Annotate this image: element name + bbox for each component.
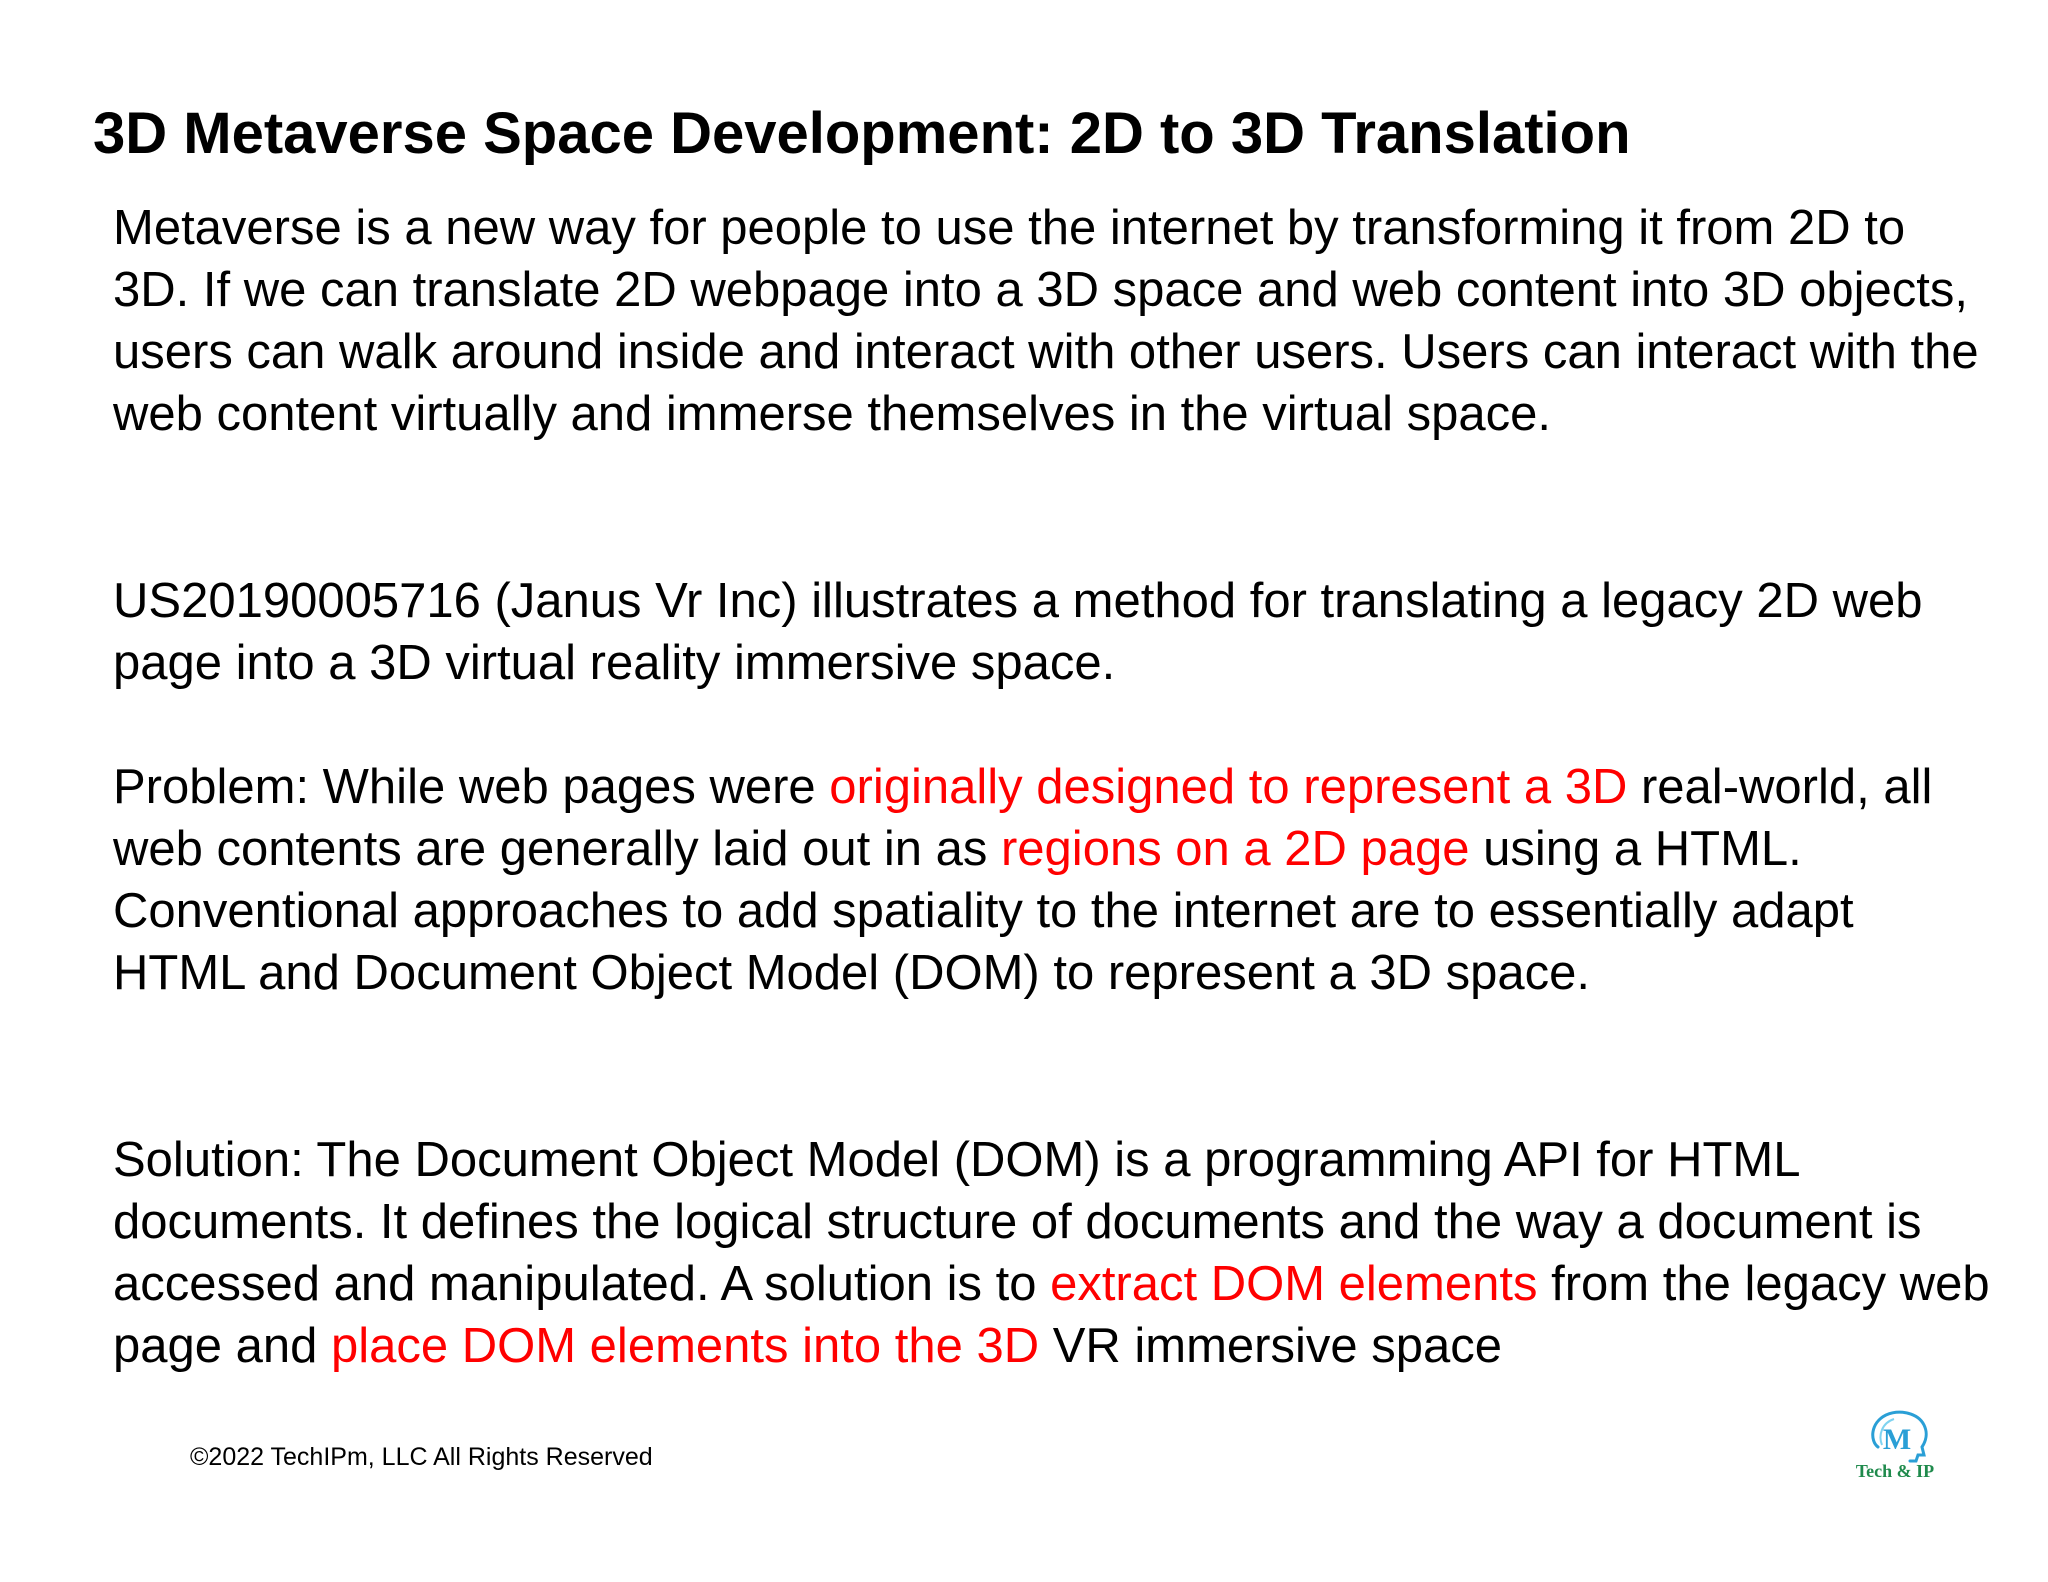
- solution-text-1: Solution: The Document Object Model (DOM) is a programming API for HTML documents. It defines the logical structure of documents and the way a document is accessed and manipulated. A solution is to: [113, 1133, 1922, 1311]
- paragraph-patent: US20190005716 (Janus Vr Inc) illustrates a method for translating a legacy 2D web page into a 3D virtual reality immersive space.: [113, 574, 1923, 690]
- solution-text-3: VR immersive space: [1039, 1319, 1503, 1373]
- problem-highlight-2: regions on a 2D page: [1000, 822, 1470, 876]
- problem-text-1: Problem: While web pages were: [113, 760, 830, 814]
- problem-text-2: real-world, all web contents are generally laid out in as: [113, 760, 1933, 876]
- solution-text-2: from the legacy web page and: [113, 1257, 1990, 1373]
- copyright-footer: ©2022 TechIPm, LLC All Rights Reserved: [190, 1443, 653, 1471]
- problem-text-3: using a HTML. Conventional approaches to add spatiality to the internet are to essentially adapt HTML and Document Object Model (DOM) to represent a 3D space.: [113, 822, 1854, 1000]
- paragraph-intro: Metaverse is a new way for people to use the internet by transforming it from 2D to 3D. If we can translate 2D webpage into a 3D space and web content into 3D objects, users can walk around inside and interact with other users. Users can interact with the web content virtually and immerse themselves in the virtual space.: [113, 201, 1979, 441]
- paragraph-problem: [113, 756, 1993, 1004]
- problem-highlight-1: originally designed to represent a 3D: [829, 760, 1628, 814]
- slide-title: 3D Metaverse Space Development: 2D to 3D Translation: [93, 101, 1631, 166]
- paragraph-solution: [113, 1129, 1993, 1377]
- logo-letter: M: [1882, 1423, 1912, 1456]
- techip-logo: [1830, 1405, 1960, 1485]
- solution-highlight-2: place DOM elements into the 3D: [331, 1319, 1040, 1373]
- solution-highlight-1: extract DOM elements: [1050, 1257, 1538, 1311]
- logo-text: Tech & IP: [1855, 1461, 1935, 1481]
